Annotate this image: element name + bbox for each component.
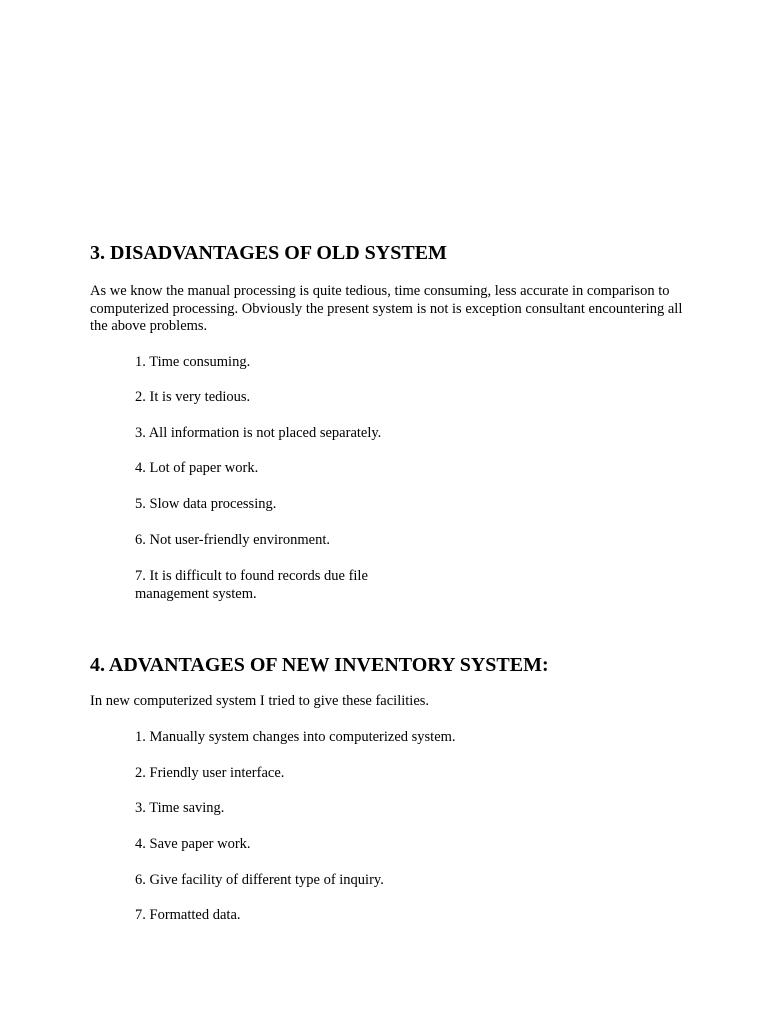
section-3-list-item: 1. Time consuming. (135, 354, 251, 370)
section-4-list-item: 3. Time saving. (135, 800, 225, 816)
section-4-intro: In new computerized system I tried to give these facilities. (90, 693, 430, 709)
section-4-list-item: 7. Formatted data. (135, 907, 241, 923)
section-3-intro: As we know the manual processing is quite tedious, time consuming, less accurate in comparison to computerized processing. Obviously the present system is not is exception consultant encountering all the above problems. (90, 283, 683, 334)
section-3-list-item: 6. Not user-friendly environment. (135, 532, 331, 548)
section-4-list-item: 6. Give facility of different type of inquiry. (135, 872, 384, 888)
section-3-heading: 3. DISADVANTAGES OF OLD SYSTEM (90, 242, 447, 264)
section-3-list-item: 2. It is very tedious. (135, 389, 251, 405)
section-3-list-item: 7. It is difficult to found records due file management system. (135, 568, 368, 602)
section-3-list-item: 3. All information is not placed separately. (135, 425, 382, 441)
section-4-heading: 4. ADVANTAGES OF NEW INVENTORY SYSTEM: (90, 654, 549, 676)
section-4-list-item: 1. Manually system changes into computerized system. (135, 729, 456, 745)
section-3-list-item: 5. Slow data processing. (135, 496, 277, 512)
section-4-list-item: 4. Save paper work. (135, 836, 251, 852)
section-4-list-item: 2. Friendly user interface. (135, 765, 285, 781)
section-3-list-item: 4. Lot of paper work. (135, 460, 259, 476)
